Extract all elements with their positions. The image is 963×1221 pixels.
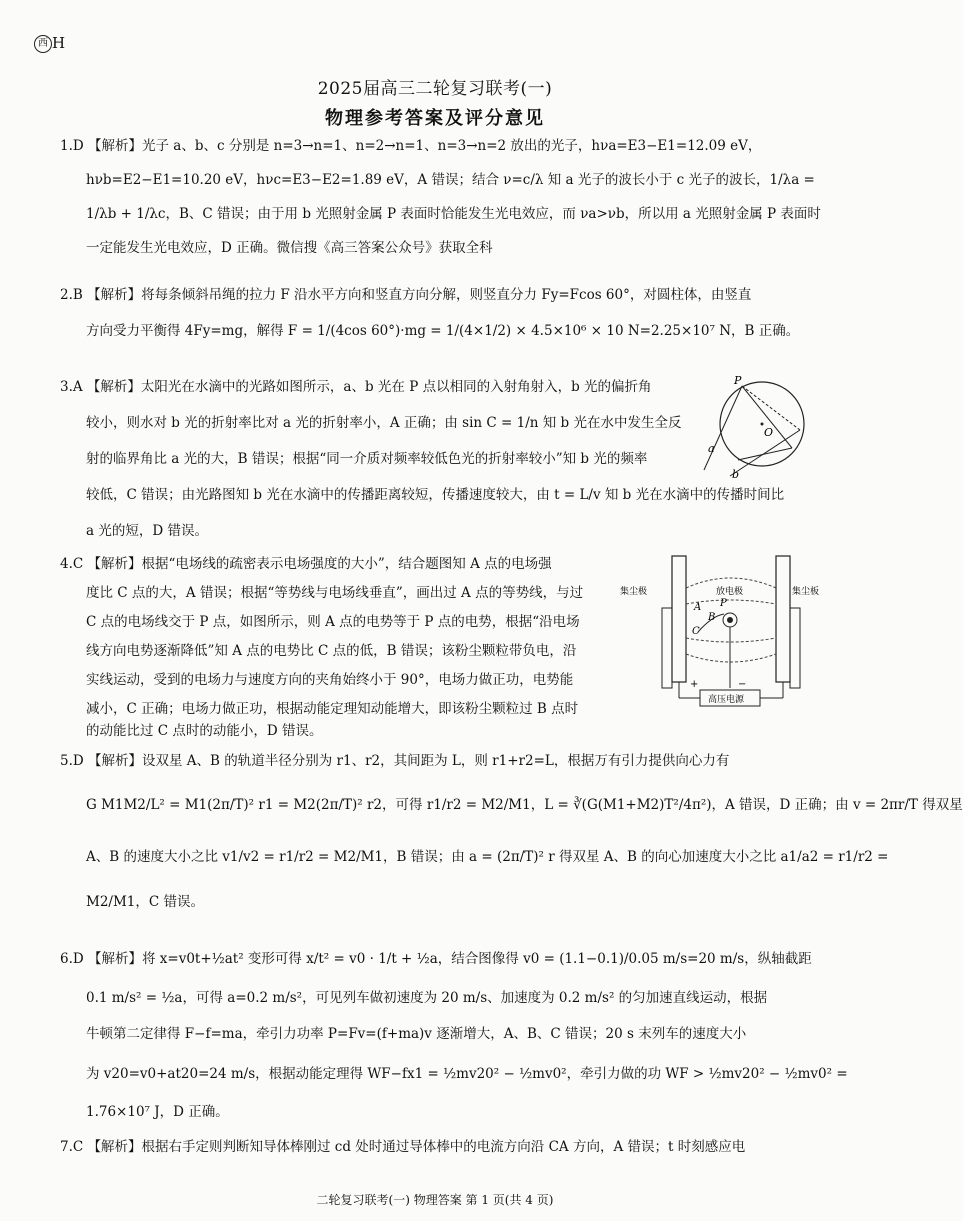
right-bracket (790, 608, 800, 688)
page-title: 2025届高三二轮复习联考(一) (317, 79, 553, 99)
answer-line: 方向受力平衡得 4Fy=mg，解得 F = 1/(4cos 60°)·mg = 1/(4×1/2) × 4.5×10⁶ × 10 N=2.25×10⁷ N，B 正确。 (86, 323, 800, 339)
label-collector-right: 集尘板 (792, 587, 820, 597)
answer-line: 7.C 【解析】根据右手定则判断知导体棒刚过 cd 处时通过导体棒中的电流方向沿 CA 方向，A 错误；t 时刻感应电 (60, 1139, 746, 1155)
discharge-core (727, 617, 733, 623)
answer-line: hνb=E2−E1=10.20 eV，hνc=E3−E2=1.89 eV，A 错误；结合 ν=c/λ 知 a 光子的波长小于 c 光子的波长，1/λa = (86, 172, 815, 188)
answer-line: 线方向电势逐渐降低”知 A 点的电势比 C 点的低，B 错误；该粉尘颗粒带负电，沿 (86, 643, 577, 659)
label-plus: + (690, 679, 699, 690)
corner-mark (34, 34, 65, 53)
answer-line: 0.1 m/s² = ½a，可得 a=0.2 m/s²，可见列车做初速度为 20 m/s、加速度为 0.2 m/s² 的匀加速直线运动，根据 (86, 990, 768, 1006)
right-plate (776, 556, 790, 682)
label-b: b (732, 468, 740, 481)
field-line (686, 654, 776, 662)
label-A: A (694, 602, 702, 613)
answer-line: M2/M1，C 错误。 (86, 894, 204, 910)
answer-line: 度比 C 点的大，A 错误；根据“等势线与电场线垂直”，画出过 A 点的等势线，与过 (86, 585, 584, 601)
answer-line: 牛顿第二定律得 F−f=ma，牵引力功率 P=Fv=(f+ma)v 逐渐增大，A、B、C 错误；20 s 末列车的速度大小 (86, 1026, 747, 1042)
label-P: P (720, 598, 727, 609)
left-plate (672, 556, 686, 682)
ray-a-reflect (738, 448, 792, 460)
label-discharge: 放电极 (716, 587, 744, 597)
answer-line: a 光的短，D 错误。 (86, 523, 208, 539)
answer-line: A、B 的速度大小之比 v1/v2 = r1/r2 = M2/M1，B 错误；由 a = (2π/T)² r 得双星 A、B 的向心加速度大小之比 a1/a2 = r1/r2 = (86, 849, 889, 865)
label-C: C (692, 626, 700, 637)
ray-b-inside (742, 386, 800, 430)
left-bracket (662, 608, 672, 688)
corner-circle: 西 (34, 35, 52, 53)
precipitator-figure (620, 548, 820, 708)
answer-line: G M1M2/L² = M1(2π/T)² r1 = M2(2π/T)² r2，可得 r1/r2 = M2/M1，L = ∛(G(M1+M2)T²/4π²)，A 错误，D 正确；由 v = 2πr/T 得双星 (86, 797, 963, 813)
answer-line: 减小，C 正确；电场力做正功，根据动能定理知动能增大，即该粉尘颗粒过 B 点时 (86, 701, 579, 717)
answer-line: 较低，C 错误；由光路图知 b 光在水滴中的传播距离较短，传播速度较大，由 t = L/v 知 b 光在水滴中的传播时间比 (86, 487, 785, 503)
page-subtitle: 物理参考答案及评分意见 (325, 108, 545, 129)
answer-line: 较小，则水对 b 光的折射率比对 a 光的折射率小，A 正确；由 sin C = 1/n 知 b 光在水中发生全反 (86, 415, 682, 431)
answer-line: 为 v20=v0+at20=24 m/s，根据动能定理得 WF−fx1 = ½mv20² − ½mv0²，牵引力做的功 WF > ½mv20² − ½mv0² = (86, 1066, 848, 1082)
label-o: O (764, 426, 774, 439)
answer-line: 实线运动，受到的电场力与速度方向的夹角始终小于 90°，电场力做正功，电势能 (86, 672, 574, 688)
answer-line: 1.76×10⁷ J，D 正确。 (86, 1104, 229, 1120)
answer-line: 3.A 【解析】太阳光在水滴中的光路如图所示，a、b 光在 P 点以相同的入射角射入，b 光的偏折角 (60, 379, 652, 395)
label-p: P (734, 374, 742, 387)
field-line (686, 638, 776, 642)
corner-letter: H (52, 34, 66, 52)
answer-line: 的动能比过 C 点时的动能小，D 错误。 (86, 723, 323, 739)
label-collector-left: 集尘极 (620, 587, 648, 597)
label-B: B (708, 612, 716, 623)
droplet-figure (700, 372, 810, 482)
answer-line: 1.D 【解析】光子 a、b、c 分别是 n=3→n=1、n=2→n=1、n=3→n=2 放出的光子，hνa=E3−E1=12.09 eV， (60, 138, 762, 154)
label-minus: − (738, 679, 747, 690)
answer-line: 5.D 【解析】设双星 A、B 的轨道半径分别为 r1、r2，其间距为 L，则 r1+r2=L，根据万有引力提供向心力有 (60, 753, 730, 769)
answer-line: C 点的电场线交于 P 点，如图所示，则 A 点的电势等于 P 点的电势，根据“沿电场 (86, 614, 580, 630)
page-footer: 二轮复习联考(一) 物理答案 第 1 页(共 4 页) (316, 1193, 554, 1207)
answer-line: 2.B 【解析】将每条倾斜吊绳的拉力 F 沿水平方向和竖直方向分解，则竖直分力 Fy=Fcos 60°，对圆柱体，由竖直 (60, 287, 752, 303)
answer-line: 4.C 【解析】根据“电场线的疏密表示电场强度的大小”，结合题图知 A 点的电场强 (60, 556, 552, 572)
label-power: 高压电源 (708, 695, 745, 705)
answer-line: 6.D 【解析】将 x=v0t+½at² 变形可得 x/t² = v0 · 1/t + ½a，结合图像得 v0 = (1.1−0.1)/0.05 m/s=20 m/s，纵轴截距 (60, 951, 812, 967)
answer-line: 射的临界角比 a 光的大，B 错误；根据“同一介质对频率较低色光的折射率较小”知 b 光的频率 (86, 451, 648, 467)
answer-line: 一定能发生光电效应，D 正确。微信搜《高三答案公众号》获取全科 (86, 240, 493, 256)
label-a: a (708, 442, 715, 455)
answer-line: 1/λb + 1/λc，B、C 错误；由于用 b 光照射金属 P 表面时恰能发生光电效应，而 νa>νb，所以用 a 光照射金属 P 表面时 (86, 206, 821, 222)
